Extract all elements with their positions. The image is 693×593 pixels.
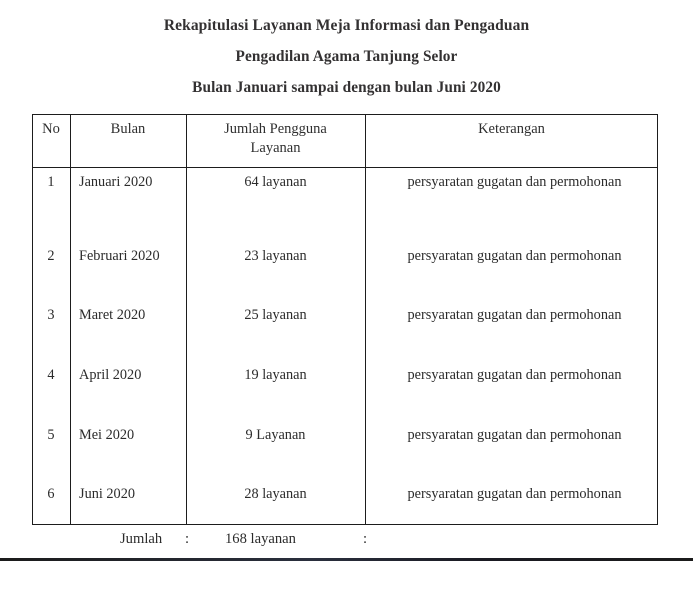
- table-row: [32, 405, 658, 465]
- cell-jumlah: 28 layanan: [244, 486, 307, 503]
- column-header-keterangan: Keterangan: [478, 121, 545, 137]
- cell-keterangan: persyaratan gugatan dan permohonan: [407, 307, 622, 324]
- table-total-row: [32, 525, 658, 558]
- table-row: [32, 286, 658, 346]
- table-header-row: [32, 114, 658, 167]
- document-title-line-3: Bulan Januari sampai dengan bulan Juni 2020: [192, 79, 501, 97]
- cell-no: 4: [47, 367, 55, 384]
- cell-keterangan: persyaratan gugatan dan permohonan: [407, 486, 622, 503]
- cell-jumlah: 25 layanan: [244, 307, 307, 324]
- cell-keterangan: persyaratan gugatan dan permohonan: [407, 174, 622, 190]
- column-header-jumlah-line1: Jumlah Pengguna: [224, 121, 327, 137]
- column-header-no: No: [42, 121, 60, 137]
- total-label-colon: :: [185, 531, 190, 547]
- cell-keterangan: persyaratan gugatan dan permohonan: [407, 426, 622, 443]
- cell-bulan: Januari 2020: [79, 174, 153, 190]
- cell-bulan: Mei 2020: [79, 426, 135, 443]
- cell-jumlah: 9 Layanan: [245, 426, 306, 443]
- total-value: 168 layanan: [225, 531, 296, 547]
- table-row: [32, 346, 658, 406]
- cell-bulan: April 2020: [79, 367, 142, 384]
- cell-keterangan: persyaratan gugatan dan permohonan: [407, 247, 622, 264]
- cell-no: 5: [47, 426, 55, 443]
- document-title-line-2: Pengadilan Agama Tanjung Selor: [235, 48, 458, 66]
- table-row: [32, 227, 658, 287]
- cell-bulan: Juni 2020: [79, 486, 136, 503]
- column-header-jumlah-line2: Layanan: [250, 139, 301, 156]
- cell-jumlah: 19 layanan: [244, 367, 307, 384]
- recap-table: [32, 114, 658, 525]
- table-row: [32, 465, 658, 525]
- cell-jumlah: 23 layanan: [244, 247, 307, 264]
- cell-no: 6: [47, 486, 55, 503]
- page-bottom-rule: [0, 558, 693, 561]
- cell-keterangan: persyaratan gugatan dan permohonan: [407, 367, 622, 384]
- cell-no: 2: [47, 247, 55, 264]
- document-title-block: [0, 18, 693, 96]
- total-keterangan-colon: :: [363, 531, 368, 547]
- column-header-bulan: Bulan: [110, 121, 146, 137]
- cell-jumlah: 64 layanan: [244, 174, 307, 190]
- document-title-line-1: Rekapitulasi Layanan Meja Informasi dan Pengaduan: [163, 17, 530, 34]
- table-row: [32, 167, 658, 227]
- total-label: Jumlah: [120, 531, 163, 547]
- column-header-jumlah-pengguna-layanan: [186, 114, 365, 167]
- table-body: [32, 167, 658, 525]
- cell-no: 3: [47, 307, 55, 324]
- cell-bulan: Maret 2020: [79, 307, 146, 324]
- cell-bulan: Februari 2020: [79, 247, 160, 264]
- cell-no: 1: [47, 174, 55, 190]
